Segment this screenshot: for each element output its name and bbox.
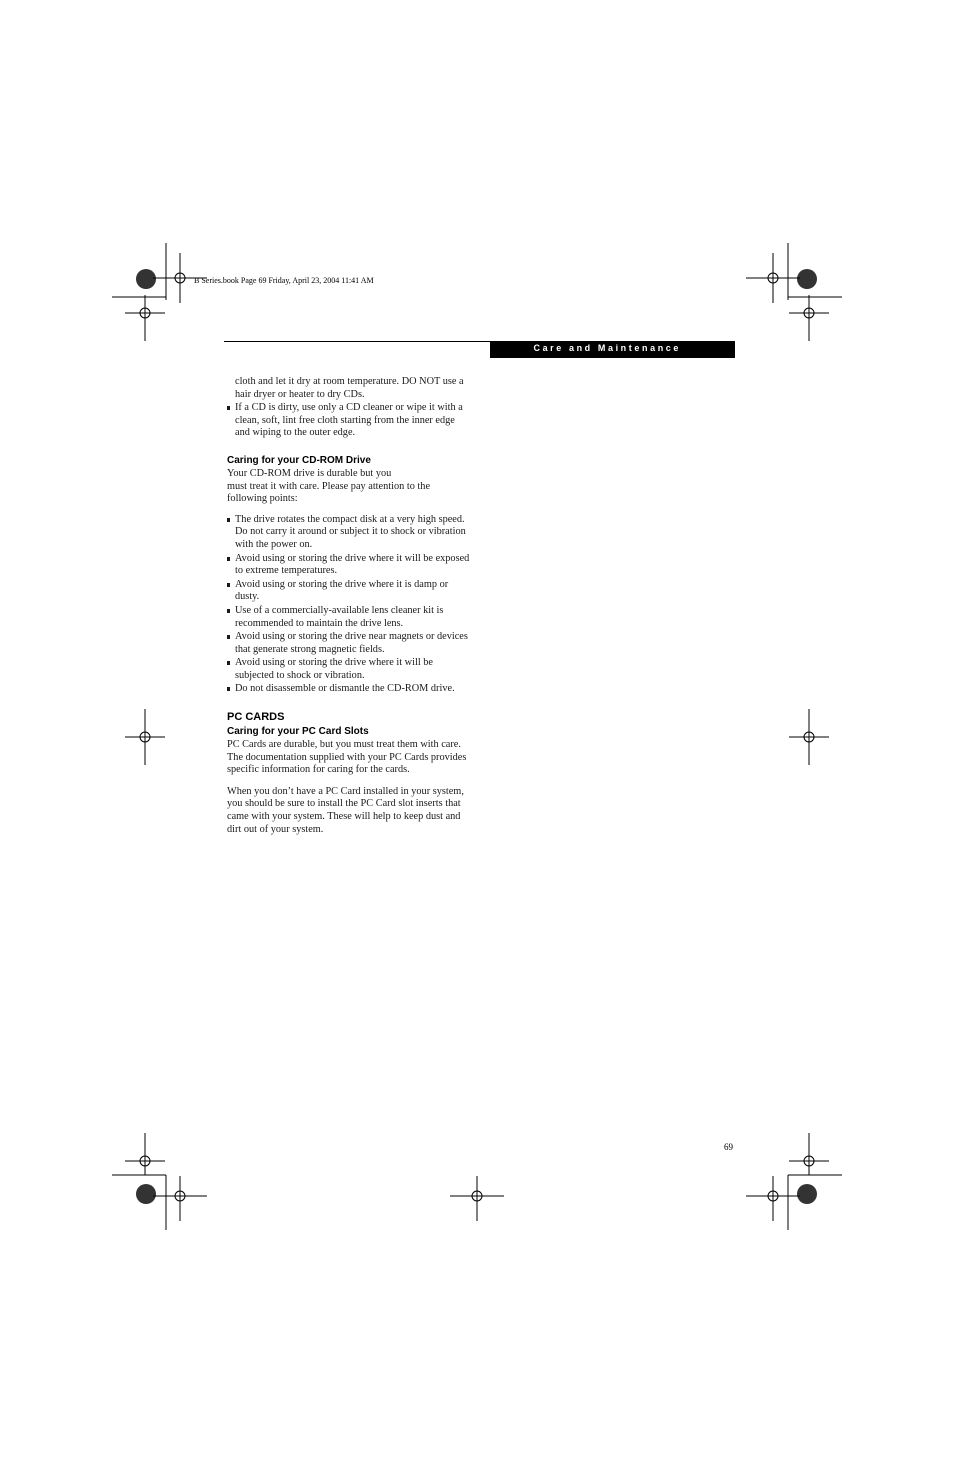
- pc-cards-paragraph-2: When you don’t have a PC Card installed in your system, you should be sure to install the PC Card slot inserts that came with your system. These will help to keep dust and dirt out of your system.: [227, 785, 464, 835]
- list-item: Avoid using or storing the drive near magnets or devices that generate strong magnetic fields.: [227, 631, 471, 656]
- file-info-line: B Series.book Page 69 Friday, April 23, 2004 11:41 AM: [194, 276, 374, 285]
- list-item: Avoid using or storing the drive where it is damp or dusty.: [227, 579, 471, 604]
- running-header-bar: [490, 341, 735, 358]
- cdrom-intro-line-1: Your CD-ROM drive is durable but you: [227, 467, 392, 479]
- header-rule: [224, 341, 490, 342]
- cd-care-list: [227, 402, 471, 440]
- list-item: Avoid using or storing the drive where it will be subjected to shock or vibration.: [227, 657, 471, 682]
- crop-lines: [112, 243, 842, 1230]
- cdrom-intro-line-2: must treat it with care. Please pay attention to the following points:: [227, 480, 431, 505]
- list-item: Avoid using or storing the drive where it will be exposed to extreme temperatures.: [227, 553, 471, 578]
- pc-card-slots-heading: Caring for your PC Card Slots: [227, 726, 369, 738]
- pc-cards-paragraph-1: PC Cards are durable, but you must treat them with care. The documentation supplied with your PC Cards provides specific information for caring for the cards.: [227, 739, 467, 776]
- list-item: Do not disassemble or dismantle the CD-ROM drive.: [227, 683, 471, 696]
- page-number: 69: [724, 1142, 733, 1152]
- pc-cards-heading: PC CARDS: [227, 711, 285, 724]
- list-item: If a CD is dirty, use only a CD cleaner or wipe it with a clean, soft, lint free cloth starting from the inner edge and wiping to the outer edge.: [227, 402, 471, 440]
- main-column: [227, 376, 471, 836]
- cdrom-heading: Caring for your CD-ROM Drive: [227, 454, 371, 466]
- running-header-title: Care and Maintenance: [533, 343, 681, 353]
- continuation-text: cloth and let it dry at room temperature. DO NOT use a hair dryer or heater to dry CDs.: [235, 376, 464, 400]
- cdrom-care-list: [227, 514, 471, 696]
- list-item: Use of a commercially-available lens cleaner kit is recommended to maintain the drive lens.: [227, 605, 471, 630]
- list-item: The drive rotates the compact disk at a very high speed. Do not carry it around or subject it to shock or vibration with the power on.: [227, 514, 471, 552]
